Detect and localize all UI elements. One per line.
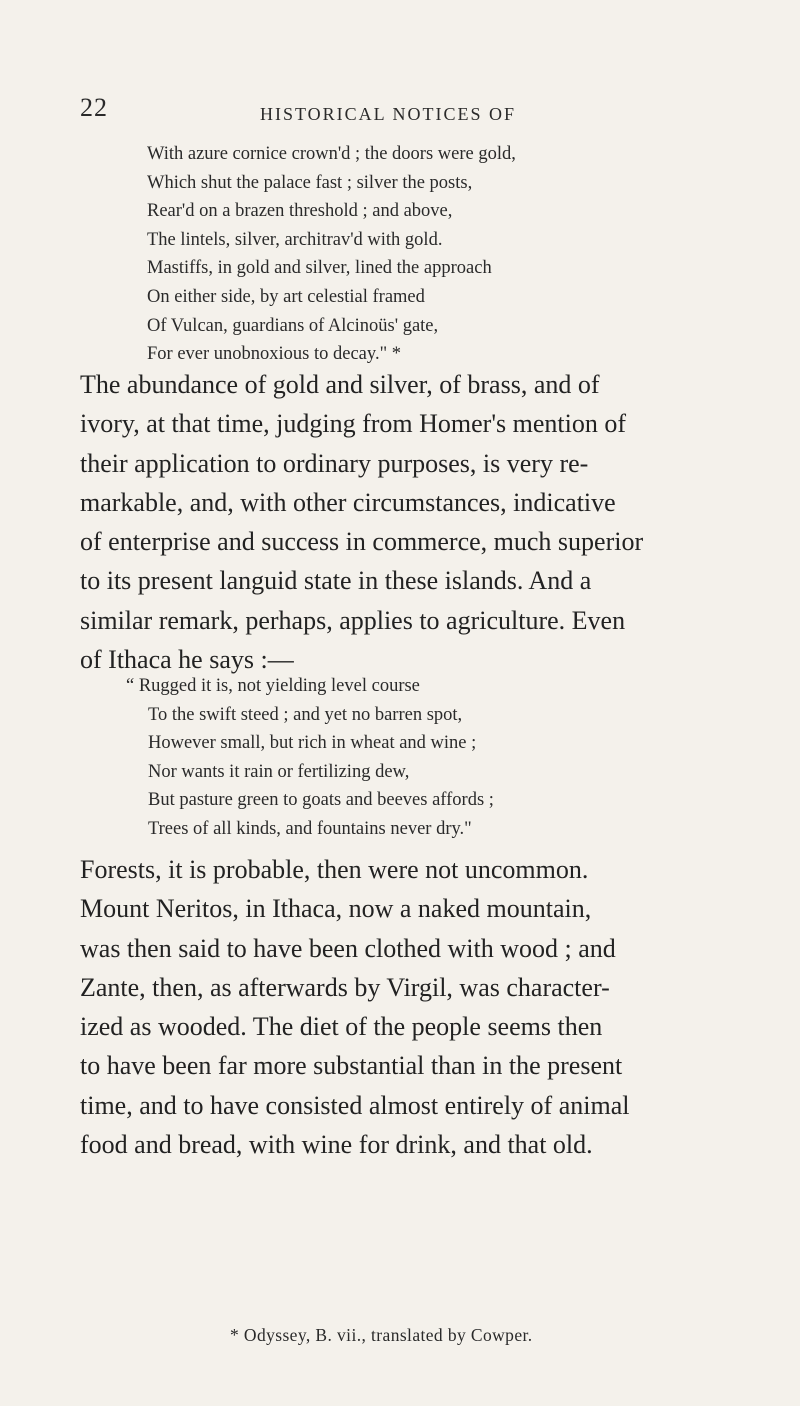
verse-line: Which shut the palace fast ; silver the posts,	[147, 172, 473, 193]
prose-line: similar remark, perhaps, applies to agriculture. Even	[80, 605, 626, 635]
paragraph-abundance	[80, 365, 730, 679]
footnote: * Odyssey, B. vii., translated by Cowper.	[230, 1325, 533, 1345]
prose-line: of Ithaca he says :—	[80, 645, 294, 675]
verse-line: The lintels, silver, architrav'd with gold.	[147, 229, 443, 250]
prose-line: markable, and, with other circumstances, indicative	[80, 487, 616, 517]
verse-line: “ Rugged it is, not yielding level course	[126, 676, 420, 696]
verse-line: But pasture green to goats and beeves affords ;	[148, 790, 494, 811]
verse-quotation-ithaca	[126, 672, 494, 844]
verse-line: Mastiffs, in gold and silver, lined the approach	[147, 258, 492, 279]
verse-line: With azure cornice crown'd ; the doors were gold,	[147, 144, 516, 164]
prose-line: of enterprise and success in commerce, much superior	[80, 527, 644, 557]
prose-line: The abundance of gold and silver, of brass, and of	[80, 370, 600, 399]
prose-line: ivory, at that time, judging from Homer's mention of	[80, 409, 627, 439]
prose-line: to have been far more substantial than in the present	[80, 1051, 623, 1081]
prose-line: food and bread, with wine for drink, and that old.	[80, 1130, 593, 1160]
prose-line: ized as wooded. The diet of the people seems then	[80, 1012, 603, 1042]
verse-line: Trees of all kinds, and fountains never dry."	[148, 818, 472, 839]
verse-line: However small, but rich in wheat and wine ;	[148, 733, 477, 754]
page-number: 22	[80, 93, 108, 122]
prose-line: to its present languid state in these islands. And a	[80, 566, 592, 596]
verse-quotation-palace	[147, 140, 516, 369]
prose-line: their application to ordinary purposes, is very re-	[80, 448, 589, 478]
verse-line: On either side, by art celestial framed	[147, 286, 425, 307]
verse-line: To the swift steed ; and yet no barren spot,	[148, 704, 463, 725]
prose-line: Forests, it is probable, then were not uncommon.	[80, 855, 589, 884]
verse-line: Nor wants it rain or fertilizing dew,	[148, 761, 410, 782]
verse-line: For ever unobnoxious to decay." *	[147, 344, 401, 365]
prose-line: Zante, then, as afterwards by Virgil, was character-	[80, 972, 610, 1002]
verse-line: Rear'd on a brazen threshold ; and above,	[147, 201, 453, 222]
paragraph-forests	[80, 850, 730, 1164]
prose-line: time, and to have consisted almost entirely of animal	[80, 1090, 630, 1120]
prose-line: Mount Neritos, in Ithaca, now a naked mountain,	[80, 894, 592, 924]
prose-line: was then said to have been clothed with wood ; and	[80, 933, 616, 963]
running-head: HISTORICAL NOTICES OF	[260, 104, 517, 124]
verse-line: Of Vulcan, guardians of Alcinoüs' gate,	[147, 315, 439, 336]
